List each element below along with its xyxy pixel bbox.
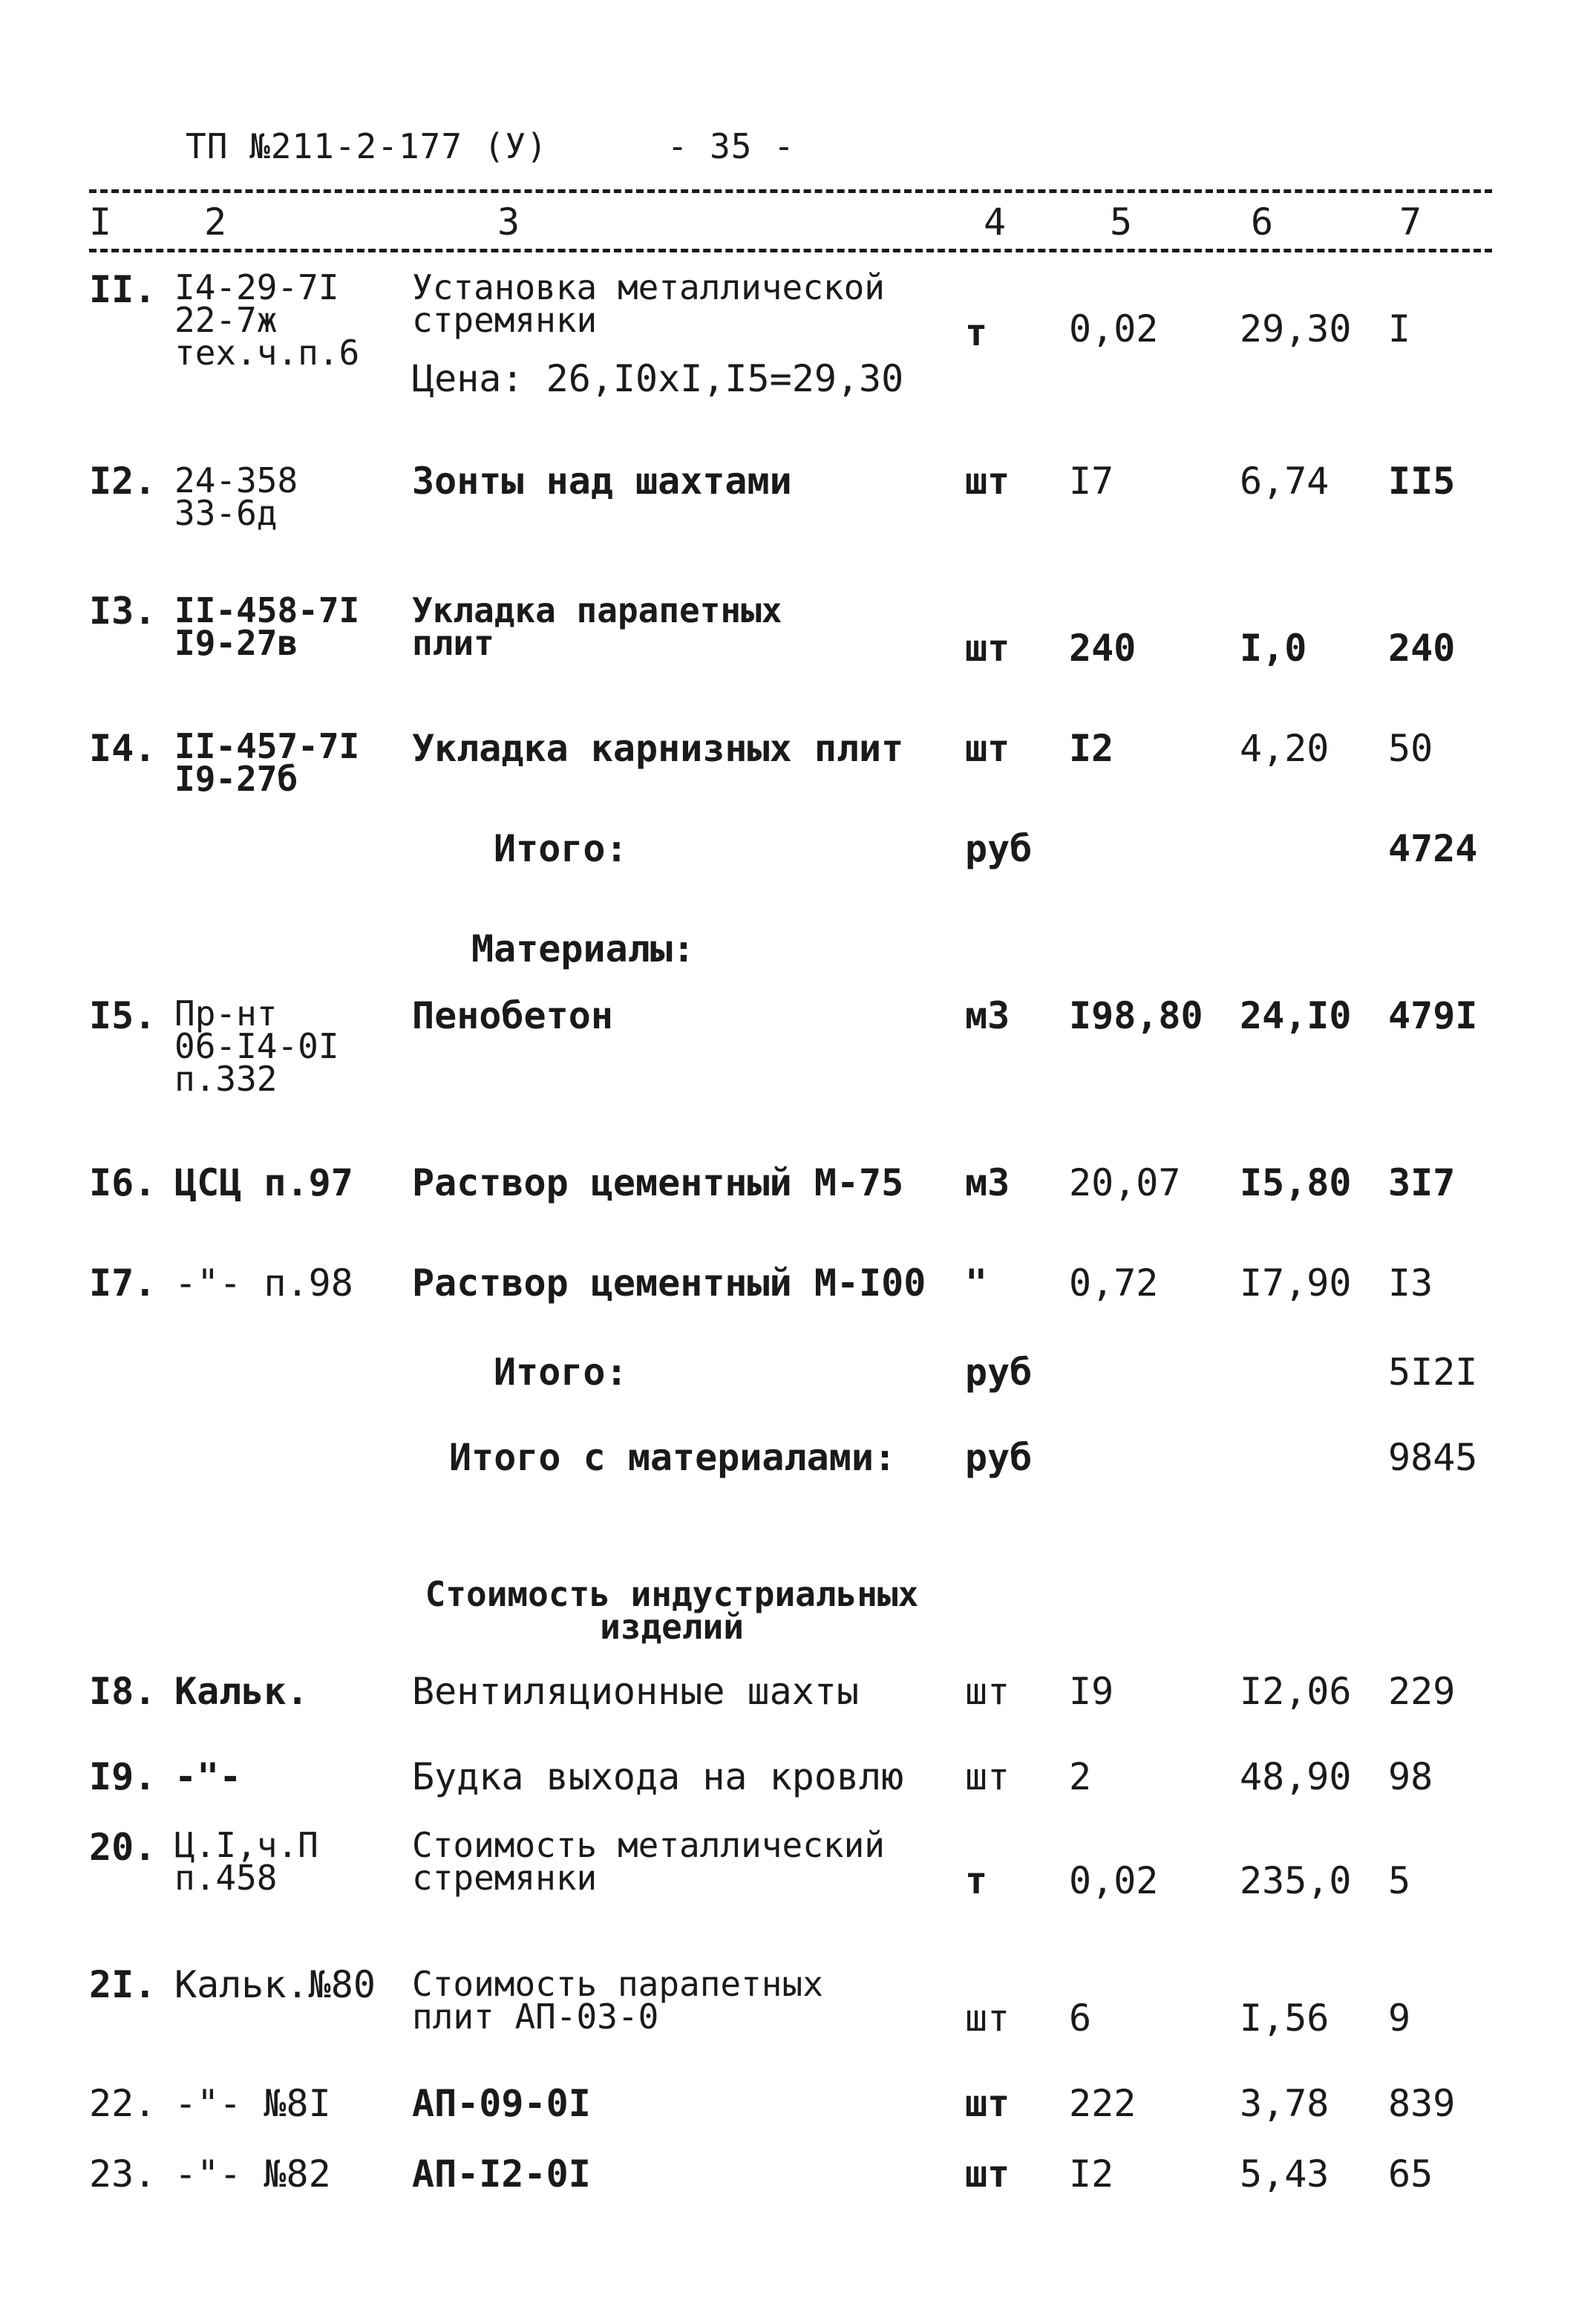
row-qty: 0,02 [1069, 1859, 1159, 1902]
row-unit: шт [965, 727, 1010, 770]
row-num: I9. [89, 1755, 157, 1798]
row-ref: -"- [174, 1755, 242, 1798]
row-total: 5 [1388, 1859, 1411, 1902]
row-qty: 2 [1069, 1755, 1092, 1798]
row-qty: 20,07 [1069, 1161, 1181, 1204]
row-qty: I2 [1069, 727, 1114, 770]
row-qty: 222 [1069, 2082, 1137, 2125]
row-desc: АП-09-0I [412, 2082, 591, 2125]
subtotal-unit: руб [965, 827, 1033, 870]
top-rule [89, 189, 1492, 193]
row-num: I2. [89, 460, 157, 503]
materials-heading: Материалы: [471, 927, 696, 970]
row-total: I3 [1388, 1261, 1433, 1305]
row-desc: Будка выхода на кровлю [412, 1755, 904, 1798]
row-num: II. [89, 268, 157, 311]
row-desc: АП-I2-0I [412, 2152, 591, 2196]
row-num: I6. [89, 1161, 157, 1204]
row-ref: -"- п.98 [174, 1261, 353, 1305]
row-num: 20. [89, 1826, 157, 1869]
row-ref: Пр-нт 06-I4-0I п.332 [174, 993, 339, 1099]
row-price: I,56 [1240, 1997, 1330, 2040]
row-unit: " [965, 1261, 988, 1305]
row-price: I7,90 [1240, 1261, 1352, 1305]
row-ref: I4-29-7I 22-7ж тех.ч.п.6 [174, 267, 360, 373]
col-head-6: 6 [1251, 200, 1274, 244]
row-num: I3. [89, 590, 157, 633]
page-header [186, 126, 795, 166]
row-qty: I98,80 [1069, 994, 1203, 1037]
row-desc: Зонты над шахтами [412, 460, 792, 503]
row-price: 48,90 [1240, 1755, 1352, 1798]
row-qty: I9 [1069, 1670, 1114, 1713]
row-price: 3,78 [1240, 2082, 1330, 2125]
row-unit: м3 [965, 994, 1010, 1037]
row-num: I7. [89, 1261, 157, 1305]
row-num: I8. [89, 1670, 157, 1713]
row-unit: шт [965, 2082, 1010, 2125]
col-head-7: 7 [1399, 200, 1422, 244]
row-num: 23. [89, 2152, 157, 2196]
row-price: I,0 [1240, 627, 1307, 670]
row-ref: ЦСЦ п.97 [174, 1161, 353, 1204]
row-qty: 0,02 [1069, 307, 1159, 350]
row-total: 240 [1388, 627, 1456, 670]
col-head-3: 3 [497, 200, 520, 244]
row-unit: шт [965, 1997, 1010, 2040]
row-unit: т [965, 311, 988, 354]
subtotal-total: 5I2I [1388, 1351, 1478, 1394]
subtotal-unit: руб [965, 1351, 1033, 1394]
row-total: I [1388, 307, 1411, 350]
industrial-heading: Стоимость индустриальных изделий [425, 1574, 919, 1647]
grand-subtotal-total: 9845 [1388, 1436, 1478, 1479]
row-price: I2,06 [1240, 1670, 1352, 1713]
row-total: 98 [1388, 1755, 1433, 1798]
row-unit: шт [965, 460, 1010, 503]
row-num: I4. [89, 727, 157, 770]
row-qty: 0,72 [1069, 1261, 1159, 1305]
row-desc: Пенобетон [412, 994, 613, 1037]
row-desc: Стоимость парапетных плит АП-03-0 [412, 1964, 823, 2037]
row-num: I5. [89, 994, 157, 1037]
row-unit: м3 [965, 1161, 1010, 1204]
row-unit: т [965, 1859, 988, 1902]
row-num: 22. [89, 2082, 157, 2125]
row-ref: -"- №82 [174, 2152, 331, 2196]
row-price: 6,74 [1240, 460, 1330, 503]
row-desc: Раствор цементный М-75 [412, 1161, 904, 1204]
row-price: 24,I0 [1240, 994, 1352, 1037]
row-total: 229 [1388, 1670, 1456, 1713]
grand-subtotal-label: Итого с материалами: [449, 1436, 897, 1479]
row-price: I5,80 [1240, 1161, 1352, 1204]
row-unit: шт [965, 1670, 1010, 1713]
row-total: 3I7 [1388, 1161, 1456, 1204]
col-head-1: I [89, 200, 112, 244]
row-ref: II-458-7I I9-27в [174, 590, 360, 663]
row-desc: Стоимость металлический стремянки [412, 1825, 885, 1898]
subtotal-label: Итого: [494, 1351, 628, 1394]
row-total: 65 [1388, 2152, 1433, 2196]
row-unit: шт [965, 627, 1010, 670]
grand-subtotal-unit: руб [965, 1436, 1033, 1479]
row-unit: шт [965, 1755, 1010, 1798]
row-price: 4,20 [1240, 727, 1330, 770]
subtotal-label: Итого: [494, 827, 628, 870]
row-qty: I7 [1069, 460, 1114, 503]
row-num: 2I. [89, 1963, 157, 2006]
header-rule [89, 249, 1492, 252]
subtotal-total: 4724 [1388, 827, 1478, 870]
col-head-5: 5 [1110, 200, 1133, 244]
row-ref: Кальк.№80 [174, 1963, 376, 2006]
row-total: 839 [1388, 2082, 1456, 2125]
col-head-4: 4 [984, 200, 1007, 244]
doc-code: ТП №211-2-177 (У) [186, 126, 548, 166]
row-qty: 240 [1069, 627, 1137, 670]
row-ref: -"- №8I [174, 2082, 331, 2125]
row-ref: 24-358 33-6д [174, 460, 298, 533]
row-qty: 6 [1069, 1997, 1092, 2040]
row-total: II5 [1388, 460, 1456, 503]
row-ref: II-457-7I I9-27б [174, 726, 360, 799]
row-price: 29,30 [1240, 307, 1352, 350]
row-desc: Укладка карнизных плит [412, 727, 904, 770]
row-total: 479I [1388, 994, 1478, 1037]
row-total: 9 [1388, 1997, 1411, 2040]
row-desc: Вентиляционные шахты [412, 1670, 860, 1713]
row-qty: I2 [1069, 2152, 1114, 2196]
row-desc: Укладка парапетных плит [412, 590, 782, 663]
row-price: 235,0 [1240, 1859, 1352, 1902]
row-ref: Ц.I,ч.П п.458 [174, 1825, 318, 1898]
row-ref: Кальк. [174, 1670, 309, 1713]
price-note: Цена: 26,I0xI,I5=29,30 [412, 357, 904, 400]
row-total: 50 [1388, 727, 1433, 770]
col-head-2: 2 [204, 200, 227, 244]
row-unit: шт [965, 2152, 1010, 2196]
page-number: - 35 - [667, 126, 795, 166]
row-desc: Раствор цементный М-I00 [412, 1261, 926, 1305]
row-price: 5,43 [1240, 2152, 1330, 2196]
row-desc: Установка металлической стремянки [412, 267, 885, 340]
